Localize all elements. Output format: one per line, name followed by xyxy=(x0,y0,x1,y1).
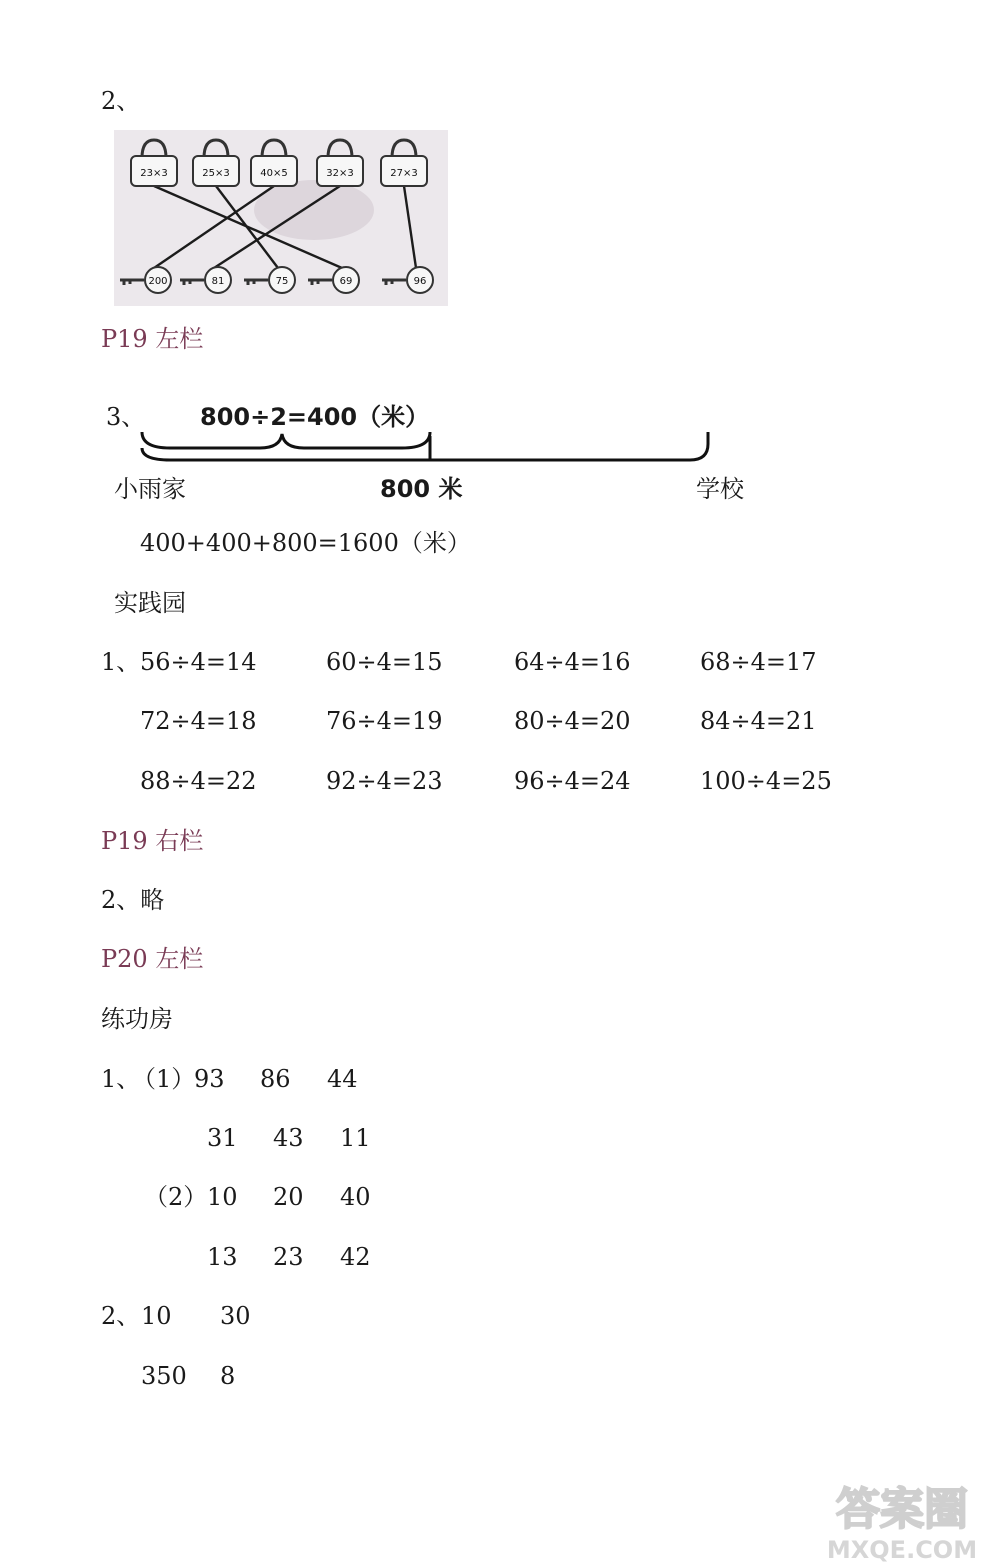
full-distance-bracket xyxy=(142,432,708,460)
practice-cell: 56÷4=14 xyxy=(140,648,257,676)
practice-cell: 92÷4=23 xyxy=(326,767,443,795)
distance-brace-diagram xyxy=(130,424,730,474)
practice-cell: 100÷4=25 xyxy=(700,767,832,795)
answer-value: 44 xyxy=(327,1065,358,1093)
practice-cell: 64÷4=16 xyxy=(514,648,631,676)
answer-value: 31 xyxy=(207,1124,238,1152)
question-2-label: 2、 xyxy=(101,87,141,115)
distance-label: 800 米 xyxy=(380,475,463,503)
key-label: 81 xyxy=(211,276,225,287)
practice-cell: 96÷4=24 xyxy=(514,767,631,795)
watermark-logo xyxy=(812,1474,992,1566)
answer-value: 350 xyxy=(141,1362,187,1390)
key-label: 69 xyxy=(339,276,353,287)
exercise-title: 练功房 xyxy=(101,1005,173,1033)
answer-value: 42 xyxy=(340,1243,371,1271)
part-2-label: （2） xyxy=(144,1183,208,1211)
half-distance-brace xyxy=(142,432,430,448)
key-label: 200 xyxy=(148,276,168,287)
answer-value: 23 xyxy=(273,1243,304,1271)
section-heading-p19-left: P19 左栏 xyxy=(101,325,204,353)
section-heading-p19-right: P19 右栏 xyxy=(101,827,204,855)
answer-value: 43 xyxy=(273,1124,304,1152)
school-label: 学校 xyxy=(696,475,744,503)
answer-value: 20 xyxy=(273,1183,304,1211)
answer-value: 10 xyxy=(207,1183,238,1211)
exercise-q1-label: 1、 xyxy=(101,1065,141,1093)
question-2-omitted: 2、略 xyxy=(101,886,165,914)
lock-label: 40×5 xyxy=(260,168,288,179)
practice-cell: 88÷4=22 xyxy=(140,767,257,795)
answer-value: 93 xyxy=(194,1065,225,1093)
answer-value: 11 xyxy=(340,1124,371,1152)
answer-value: 10 xyxy=(141,1302,172,1330)
practice-cell: 72÷4=18 xyxy=(140,707,257,735)
exercise-q2-label: 2、 xyxy=(101,1302,141,1330)
answer-value: 13 xyxy=(207,1243,238,1271)
question-3-label: 3、 xyxy=(106,403,146,431)
lock-key-matching-figure xyxy=(114,130,448,306)
lock-label: 27×3 xyxy=(390,168,418,179)
practice-q1-label: 1、 xyxy=(101,648,141,676)
practice-title: 实践园 xyxy=(114,589,186,617)
part-1-label: （1） xyxy=(132,1065,196,1093)
key-label: 75 xyxy=(275,276,289,287)
lock-label: 32×3 xyxy=(326,168,354,179)
answer-value: 30 xyxy=(220,1302,251,1330)
section-heading-p20-left: P20 左栏 xyxy=(101,945,204,973)
practice-cell: 68÷4=17 xyxy=(700,648,817,676)
lock-label: 25×3 xyxy=(202,168,230,179)
practice-cell: 60÷4=15 xyxy=(326,648,443,676)
half-distance-formula: 800÷2=400（米） xyxy=(200,403,430,431)
home-label: 小雨家 xyxy=(114,475,186,503)
practice-cell: 76÷4=19 xyxy=(326,707,443,735)
practice-cell: 84÷4=21 xyxy=(700,707,817,735)
total-distance-formula: 400+400+800=1600（米） xyxy=(140,529,471,557)
practice-cell: 80÷4=20 xyxy=(514,707,631,735)
answer-value: 8 xyxy=(220,1362,236,1390)
watermark-domain: MXQE.COM xyxy=(826,1536,978,1564)
key-label: 96 xyxy=(413,276,427,287)
answer-value: 86 xyxy=(260,1065,291,1093)
answer-value: 40 xyxy=(340,1183,371,1211)
lock-label: 23×3 xyxy=(140,168,168,179)
watermark-title: 答案圈 xyxy=(836,1484,968,1535)
